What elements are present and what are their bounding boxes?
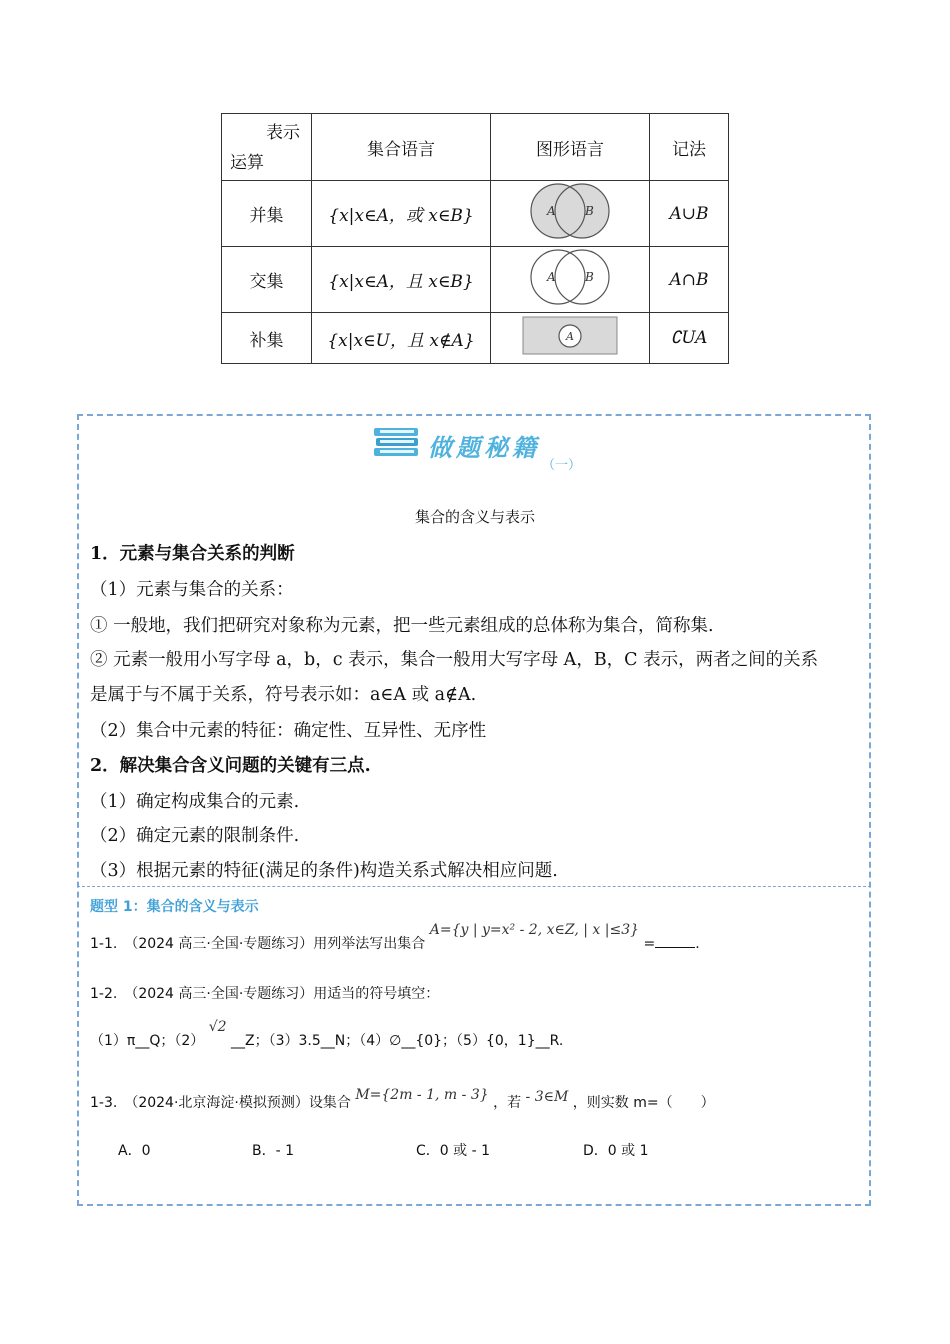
paragraph: （2）集合中元素的特征：确定性、互异性、无序性 — [90, 721, 487, 741]
question-1: 1-1. （2024 高三·全国·专题练习）用列举法写出集合 A={y | y=x² - 2, x∈Z, | x |≤3} = . — [90, 922, 700, 952]
venn-union-cell — [491, 181, 650, 247]
venn-complement-diagram — [522, 316, 618, 356]
question-2: 1-2. （2024 高三·全国·专题练习）用适当的符号填空： — [90, 986, 440, 1002]
paragraph: （3）根据元素的特征(满足的条件)构造关系式解决相应问题. — [90, 861, 558, 881]
question-1-equals: = — [643, 936, 656, 952]
row-name: 并集 — [222, 181, 312, 247]
venn-circle-b — [555, 184, 609, 238]
logo-title: 做题秘籍 — [428, 433, 540, 462]
row-language: {x|x∈A，且 x∈B} — [312, 247, 491, 313]
paragraph: ① 一般地，我们把研究对象称为元素，把一些元素组成的总体称为集合，简称集. — [90, 616, 714, 636]
paragraph: （1）元素与集合的关系： — [90, 580, 294, 600]
table-row — [222, 247, 729, 313]
header-notation: 记法 — [650, 114, 729, 181]
question-3-formula: M={2m - 1, m - 3} — [355, 1087, 489, 1103]
books-icon — [372, 424, 422, 464]
paragraph: ② 元素一般用小写字母 a，b，c 表示，集合一般用大写字母 A，B，C 表示，两者之间的关系 — [90, 650, 819, 670]
answer-blank[interactable] — [655, 947, 695, 948]
table-corner-cell — [222, 114, 312, 181]
venn-intersection-cell — [491, 247, 650, 313]
question-1-formula: A={y | y=x² - 2, x∈Z, | x |≤3} — [429, 922, 640, 938]
venn-complement-cell — [491, 313, 650, 364]
row-language: {x|x∈U，且 x∉A} — [312, 313, 491, 364]
logo-subtitle: （一） — [542, 458, 582, 473]
choice-a[interactable]: A．0 — [118, 1143, 151, 1159]
heading-2: 2．解决集合含义问题的关键有三点. — [90, 756, 371, 776]
choice-d[interactable]: D．0 或 1 — [583, 1143, 649, 1159]
venn-label-a: A — [547, 204, 556, 218]
paragraph: （1）确定构成集合的元素. — [90, 792, 300, 812]
venn-label-b: B — [585, 204, 594, 218]
question-1-text: 1-1. （2024 高三·全国·专题练习）用列举法写出集合 — [90, 936, 426, 952]
venn-label-a: A — [566, 329, 574, 343]
venn-label-a: A — [547, 270, 556, 284]
paragraph: （2）确定元素的限制条件. — [90, 826, 300, 846]
question-3-condition: - 3∈M — [525, 1089, 569, 1105]
choice-b[interactable]: B．- 1 — [252, 1143, 295, 1159]
row-language: {x|x∈A，或 x∈B} — [312, 181, 491, 247]
question-3-mid: ，若 — [493, 1095, 522, 1111]
question-2-line: （1）π__Q；（2） — [90, 1033, 205, 1049]
sqrt-two: √2 — [208, 1019, 227, 1035]
venn-label-b: B — [585, 270, 594, 284]
venn-union-diagram — [525, 181, 615, 241]
row-notation: ∁UA — [650, 313, 729, 364]
table-row — [222, 313, 729, 364]
corner-bottom-label: 运算 — [230, 153, 264, 173]
corner-top-label: 表示 — [266, 123, 300, 143]
heading-1: 1．元素与集合关系的判断 — [90, 544, 295, 564]
set-operations-table — [221, 113, 729, 364]
question-3 — [90, 1087, 715, 1112]
row-notation: A∩B — [650, 247, 729, 313]
choice-c[interactable]: C．0 或 - 1 — [416, 1143, 490, 1159]
paragraph: 是属于与不属于关系，符号表示如：a∈A 或 a∉A. — [90, 685, 477, 705]
question-3-tail: ，则实数 m=（ ） — [572, 1095, 715, 1111]
table-row — [222, 181, 729, 247]
question-2-items — [90, 1019, 564, 1050]
question-type-title: 题型 1：集合的含义与表示 — [90, 899, 259, 915]
row-notation: A∪B — [650, 181, 729, 247]
header-set-language: 集合语言 — [312, 114, 491, 181]
row-name: 补集 — [222, 313, 312, 364]
row-name: 交集 — [222, 247, 312, 313]
header-graphic-language: 图形语言 — [491, 114, 650, 181]
section-title: 集合的含义与表示 — [414, 508, 535, 526]
question-2-rest: __Z；（3）3.5__N；（4）∅__{0}；（5）{0，1}__R. — [231, 1033, 564, 1049]
venn-intersection-diagram — [525, 247, 615, 307]
section-divider — [77, 886, 871, 887]
question-3-text: 1-3. （2024·北京海淀·模拟预测）设集合 — [90, 1095, 351, 1111]
